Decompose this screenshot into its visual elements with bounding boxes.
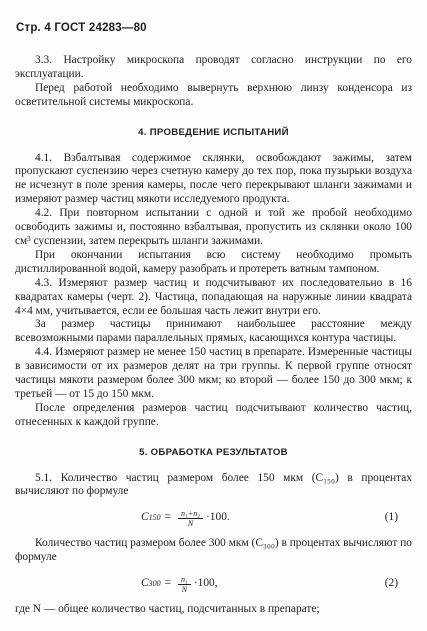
paragraph-4-2-cleanup: При окончании испытания всю систему необходимо промыть дистиллированной водой, камеру разобрать и протереть ватным тампоном. bbox=[15, 248, 412, 275]
formula-1-numerator: n₁+n₂ bbox=[178, 509, 203, 519]
definition-n: где N — общее количество частиц, подсчитанных в препарате; bbox=[15, 603, 320, 616]
paragraph-4-4-count: После определения размеров частиц подсчитывают количество частиц, отнесенных к каждой группе. bbox=[15, 401, 412, 428]
paragraph-4-3: 4.3. Измеряют размер частиц и подсчитывают их последовательно в 16 квадратах камеры (черт. 2). Частица, попадающая на наружные линии квадрата 4×4 мм, учитывается, если ее большая часть лежит внутри его. bbox=[15, 276, 412, 317]
paragraph-3-3-note: Перед работой необходимо вывернуть верхнюю линзу конденсора из осветительной системы микроскопа. bbox=[15, 81, 412, 108]
formula-1-lhs-subscript: 150 bbox=[148, 513, 161, 523]
section-4-heading: 4. ПРОВЕДЕНИЕ ИСПЫТАНИЙ bbox=[138, 126, 289, 138]
section-5-heading: 5. ОБРАБОТКА РЕЗУЛЬТАТОВ bbox=[139, 446, 288, 458]
formula-2: C 300 = $\frac{\text{n₁}}{N}$ ·100, (2) bbox=[141, 574, 398, 594]
formula-2-number: (2) bbox=[384, 577, 398, 590]
paragraph-4-1: 4.1. Взбалтывая содержимое склянки, освобождают зажимы, затем пропускают суспензию через счетную камеру до тех пор, пока пузырьки воздуха не исчезнут в поле зрения камеры, после чего перекрывают шланги зажимами и измеряют размер частиц мякоти исследуемого продукта. bbox=[15, 151, 412, 206]
formula-2-lhs-subscript: 300 bbox=[148, 579, 161, 589]
formula-2-numerator: n₁ bbox=[178, 575, 191, 585]
paragraph-4-2: 4.2. При повторном испытании с одной и той же пробой необходимо освободить зажимы и, постоянно взбалтывая, пропустить из склянки около 100 см³ суспензии, затем перекрыть шланги зажимами. bbox=[15, 207, 412, 247]
formula-1-tail: ·100. bbox=[206, 511, 230, 524]
paragraph-3-3: 3.3. Настройку микроскопа проводят согласно инструкции по его эксплуатации. bbox=[15, 54, 412, 80]
formula-1-lhs: C bbox=[141, 511, 149, 524]
formula-1-denominator: N bbox=[187, 518, 194, 528]
formula-2-denominator: N bbox=[181, 584, 188, 594]
page-header: Стр. 4 ГОСТ 24283—80 bbox=[16, 22, 147, 34]
formula-1-fraction bbox=[178, 509, 203, 528]
formula-1-number: (1) bbox=[384, 511, 398, 524]
formula-2-fraction bbox=[178, 575, 191, 594]
paragraph-5-1-c300: Количество частиц размером более 300 мкм (C₃₀₀) в процентах вычисляют по формуле bbox=[15, 537, 412, 564]
paragraph-5-1: 5.1. Количество частиц размером более 150 мкм (C₁₅₀) в процентах вычисляют по формуле bbox=[15, 471, 412, 498]
formula-1: C 150 = $\frac{\text{n₁+n₂}}{N}$ ·100. (1) bbox=[141, 508, 398, 528]
formula-2-tail: ·100, bbox=[193, 577, 218, 590]
formula-2-lhs: C bbox=[141, 577, 149, 590]
paragraph-4-3-size: За размер частицы принимают наибольшее расстояние между всевозможными парами параллельных прямых, касающихся контура частицы. bbox=[15, 318, 412, 345]
document-body bbox=[15, 54, 412, 617]
paragraph-4-4: 4.4. Измеряют размер не менее 150 частиц в препарате. Измеренные частицы в зависимости от их размеров делят на три группы. К первой группе относят частицы мякоти размером более 300 мкм; ко второй — более 150 до 300 мкм; к третьей — от 15 до 150 мкм. bbox=[15, 346, 412, 400]
